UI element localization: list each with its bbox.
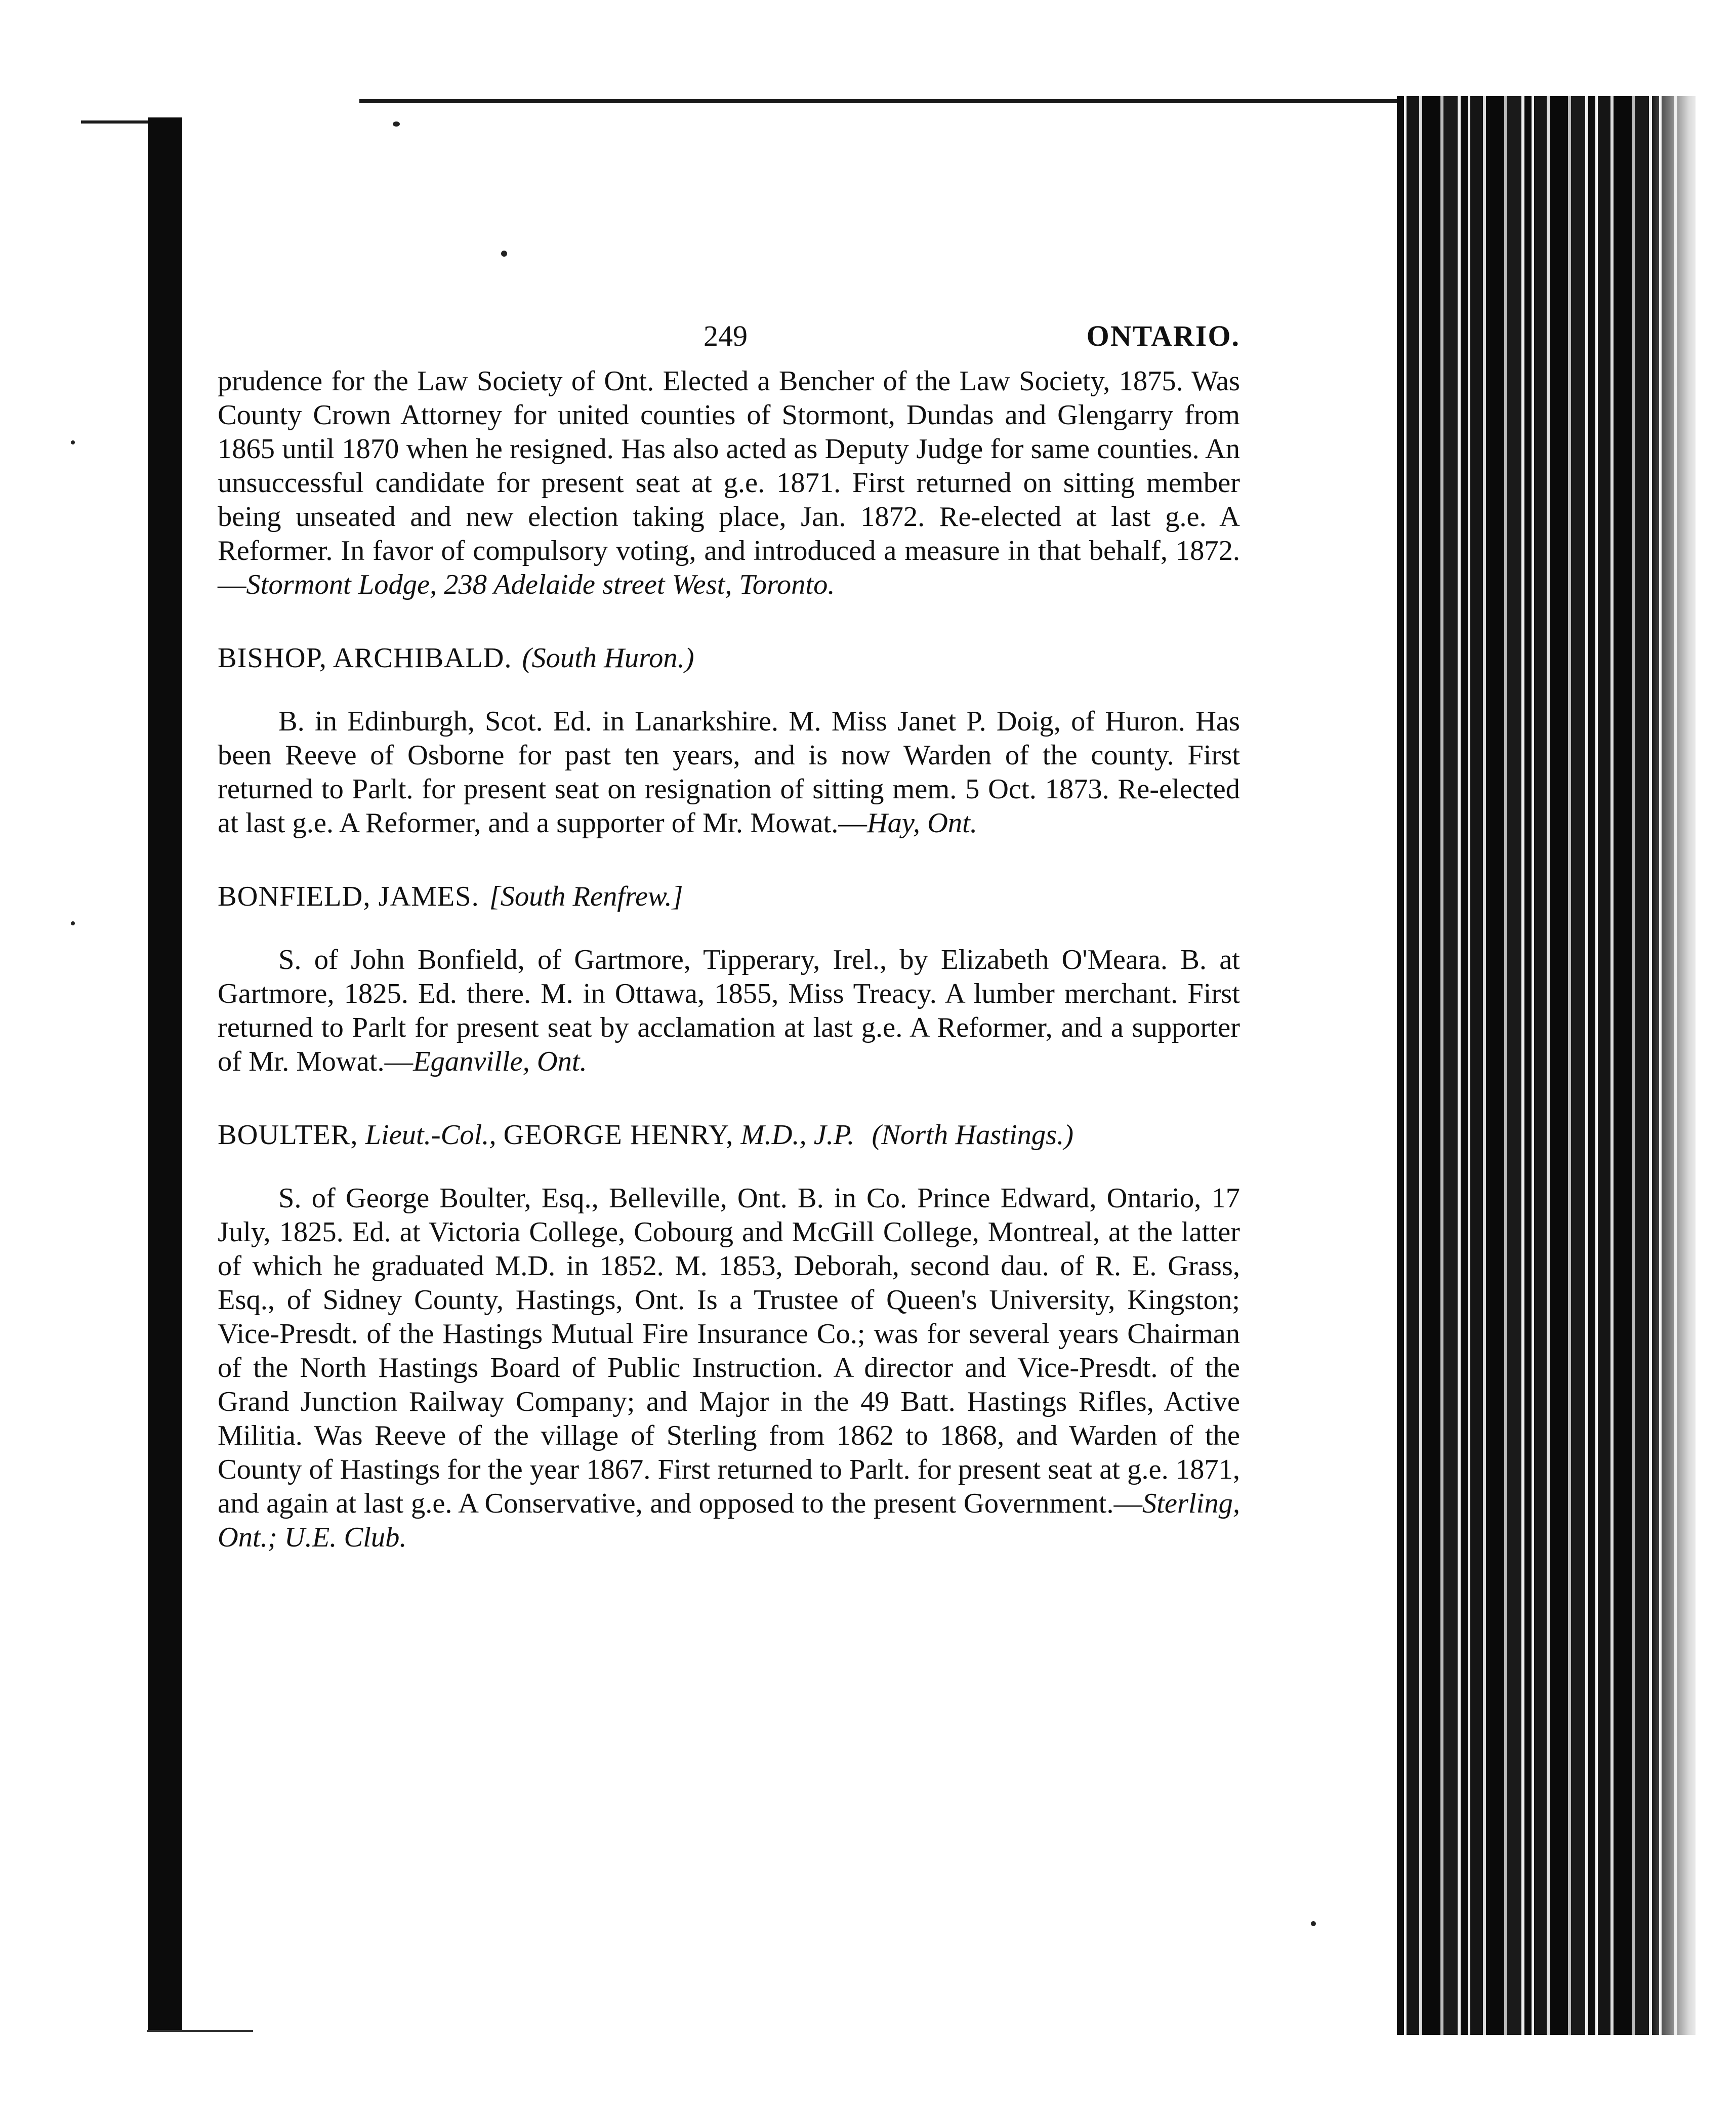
entry-address: Eganville, Ont. [413, 1046, 587, 1077]
entry-constituency: (South Huron.) [522, 642, 694, 674]
entry-constituency: [South Renfrew.] [489, 881, 683, 912]
entry-address: Sterling, Ont.; U.E. Club. [218, 1488, 1240, 1553]
entry-body-bonfield [218, 943, 1240, 1079]
entry-title: Lieut.-Col., [365, 1119, 497, 1151]
continued-address: Stormont Lodge, 238 Adelaide street West, Toronto. [246, 569, 835, 600]
page-number: 249 [704, 319, 748, 352]
entry-text: B. in Edinburgh, Scot. Ed. in Lanarkshire. M. Miss Janet P. Doig, of Huron. Has been Reeve of Osborne for past ten years, and is now Warden of the county. First returned to Parlt. for present seat on resignation of sitting mem. 5 Oct. 1873. Re-elected at last g.e. A Reformer, and a supporter of Mr. Mowat.— [218, 706, 1240, 839]
entry-name-part2: GEORGE HENRY, [503, 1119, 734, 1151]
entry-text: S. of George Boulter, Esq., Belleville, Ont. B. in Co. Prince Edward, Ontario, 17 July, 1825. Ed. at Victoria College, Cobourg and McGill College, Montreal, at the latter of which he graduated M.D. in 1852. M. 1853, Deborah, second dau. of R. E. Grass, Esq., of Sidney County, Hastings, Ont. Is a Trustee of Queen's University, Kingston; Vice-Presdt. of the Hastings Mutual Fire Insurance Co.; was for several years Chairman of the North Hastings Board of Public Instruction. A director and Vice-Presdt. of the Grand Junction Railway Company; and Major in the 49 Batt. Hastings Rifles, Active Militia. Was Reeve of the village of Sterling from 1862 to 1868, and Warden of the County of Hastings for the year 1867. First returned to Parlt. for present seat at g.e. 1871, and again at last g.e. A Conservative, and opposed to the present Government.— [218, 1183, 1240, 1519]
entry-heading-bonfield [218, 880, 1240, 914]
speck [393, 121, 400, 127]
continued-entry [218, 364, 1240, 602]
bottom-rule [147, 2030, 253, 2032]
continued-text: prudence for the Law Society of Ont. Elected a Bencher of the Law Society, 1875. Was County Crown Attorney for united counties of Stormont, Dundas and Glengarry from 1865 until 1870 when he resigned. Has also acted as Deputy Judge for same counties. An unsuccessful candidate for present seat at g.e. 1871. First returned on sitting member being unseated and new election taking place, Jan. 1872. Re-elected at last g.e. A Reformer. In favor of compulsory voting, and introduced a measure in that behalf, 1872.— [218, 365, 1240, 600]
entry-body-boulter [218, 1182, 1240, 1555]
binding-shadow-left [148, 117, 182, 2031]
entry-name: BONFIELD, JAMES. [218, 881, 479, 912]
entry-postnominals: M.D., J.P. [740, 1119, 855, 1151]
entry-name: BISHOP, ARCHIBALD. [218, 642, 512, 674]
page-header [218, 304, 1240, 364]
entry-text: S. of John Bonfield, of Gartmore, Tipperary, Irel., by Elizabeth O'Meara. B. at Gartmore, 1825. Ed. there. M. in Ottawa, 1855, Miss Treacy. A lumber merchant. First returned to Parlt for present seat by acclamation at last g.e. A Reformer, and a supporter of Mr. Mowat.— [218, 944, 1240, 1077]
entry-constituency: (North Hastings.) [872, 1119, 1074, 1151]
page-body [218, 304, 1240, 1555]
entry-heading-boulter [218, 1118, 1240, 1152]
running-head: ONTARIO. [1086, 319, 1240, 352]
speck [71, 921, 75, 925]
entry-heading-bishop [218, 641, 1240, 675]
speck [501, 251, 507, 257]
top-rule [359, 99, 1402, 103]
speck [1311, 1921, 1316, 1926]
entry-body-bishop [218, 705, 1240, 840]
page-edge-fade [1650, 96, 1706, 2035]
entry-address: Hay, Ont. [866, 807, 977, 839]
entry-name-part1: BOULTER, [218, 1119, 358, 1151]
speck [71, 440, 75, 444]
